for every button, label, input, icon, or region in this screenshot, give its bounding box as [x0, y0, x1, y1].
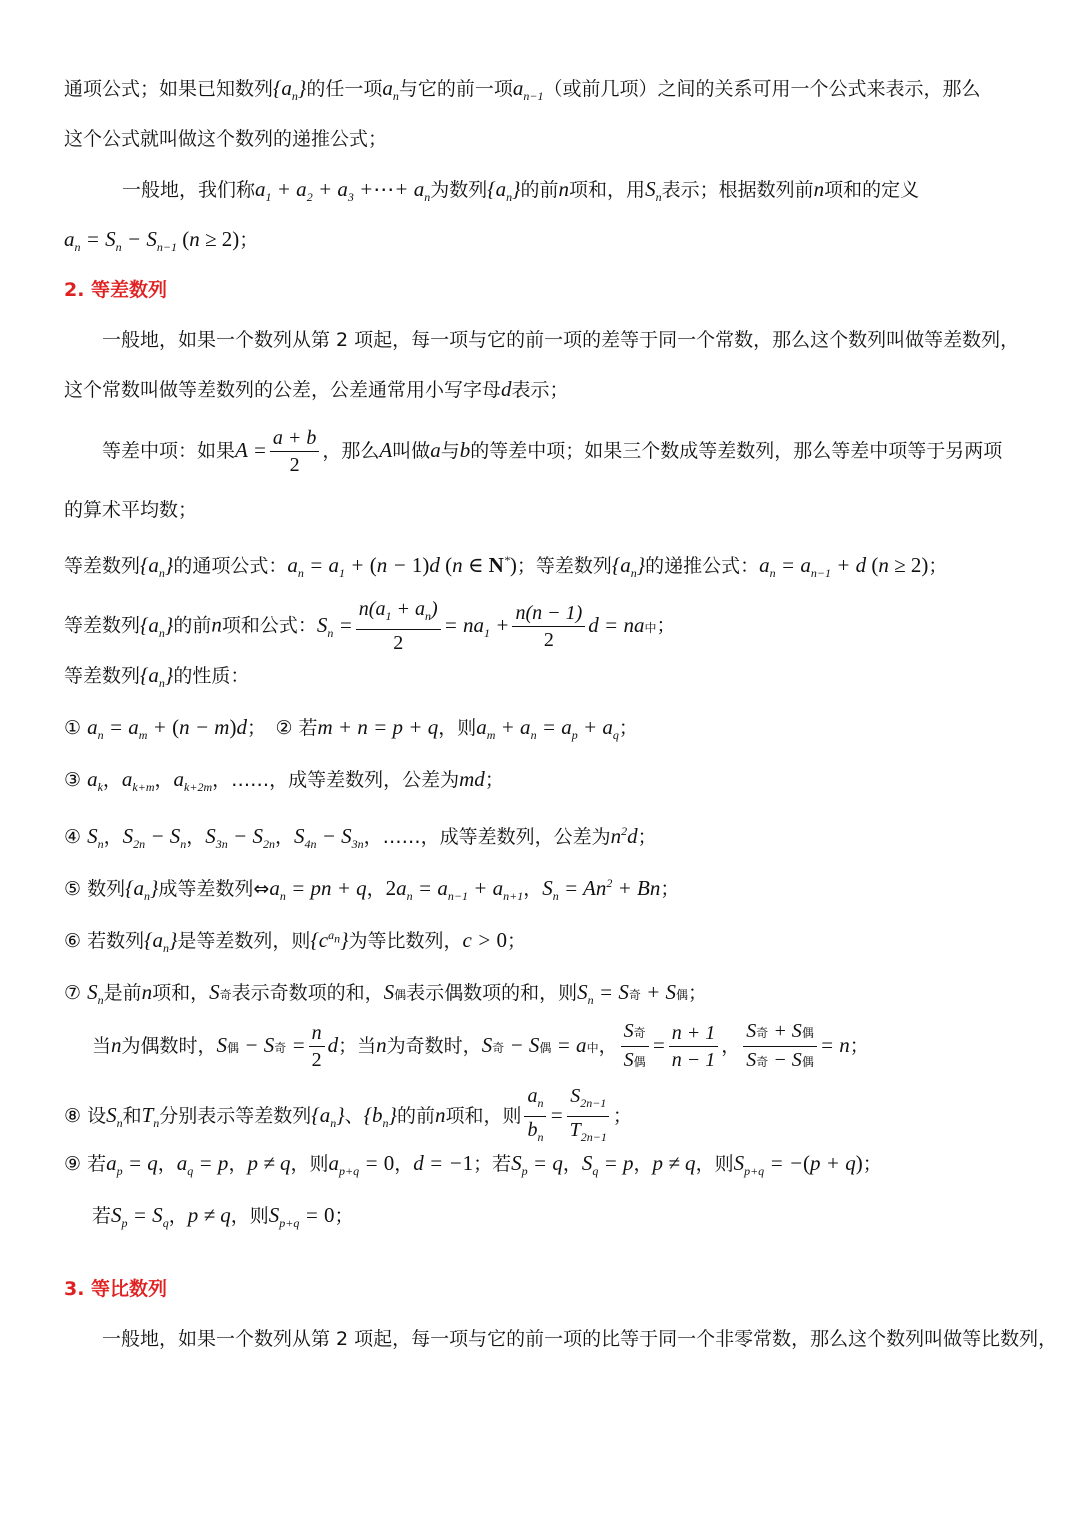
intro-line-3: 一般地，我们称$a_1 + a_2 + a_3$ +⋯+ $a_n$为数列$\{a_n\}$的前n项和，用$S_n$表示；根据数列前n项和的定义	[122, 177, 920, 205]
property-5: ⑤ 数列$\{a_n\}$成等差数列$\Leftrightarrow a_n$ = pn + q，$2a_n = a_{n-1} + a_{n+1}$，$S_n = An^2 + Bn$；	[64, 876, 680, 904]
intro-line-1: 通项公式；如果已知数列$\{a_n\}$的任一项$a_n$与它的前一项$a_{n-1}$（或前几项）之间的关系可用一个公式来表示，那么	[64, 76, 981, 104]
section-3-para-1: 一般地，如果一个数列从第 2 项起，每一项与它的前一项的比等于同一个非零常数，那么这个数列叫做等比数列，	[102, 1328, 1058, 1350]
property-1-2: ① $a_n = a_m + (n - m)d$； ② 若m + n = p + q，则$a_m + a_n = a_p + a_q$；	[64, 715, 638, 743]
section-2-sum-formula: 等差数列$\{a_n\}$的前n项和公式：$S_n$ = $\frac{n(a_1 + a_n)}{2}$ = $na_1$ + $\frac{n(n - 1)}{2}$ d = na中；	[64, 598, 676, 654]
section-2-para-2: 这个常数叫做等差数列的公差，公差通常用小写字母d表示；	[64, 377, 569, 401]
section-3-heading: 3. 等比数列	[64, 1278, 168, 1300]
property-6: ⑥ 若数列$\{a_n\}$是等差数列，则$\{c^{a_n}\}$为等比数列，c > 0；	[64, 928, 527, 956]
section-2-para-3: 等差中项：如果A = $\frac{a + b}{2}$ ，那么A叫做a与b的等差中项；如果三个数成等差数列，那么等差中项等于另两项	[102, 427, 1003, 476]
section-2-general-term: 等差数列$\{a_n\}$的通项公式：$a_n = a_1 + (n - 1)d$ (n ∈ N*)；等差数列$\{a_n\}$的递推公式：$a_n = a_{n-1} + d$ (n ≥ 2)；	[64, 553, 948, 581]
intro-line-4: $a_n = S_n - S_{n-1}$ (n ≥ 2)；	[64, 227, 259, 255]
property-8: ⑧ 设$S_n$和$T_n$分别表示等差数列$\{a_n\}$、$\{b_n\}$的前n项和，则 $\frac{a_n}{b_n}$ = $\frac{S_{2n-1}}{T_{2n-1}}$ ；	[64, 1085, 632, 1144]
section-2-heading: 2. 等差数列	[64, 279, 168, 301]
property-9b: 若$S_p = S_q$，p ≠ q，则$S_{p+q} = 0$；	[92, 1203, 354, 1231]
property-4: ④ $S_n$，$S_{2n} - S_n$，$S_{3n} - S_{2n}$，$S_{4n} - S_{3n}$，……，成等差数列，公差为$n^2d$；	[64, 824, 657, 852]
section-2-properties-title: 等差数列$\{a_n\}$的性质：	[64, 663, 250, 691]
property-7a: ⑦ $S_n$是前n项和，S奇表示奇数项的和，S偶表示偶数项的和，则$S_n = S$奇 + S偶；	[64, 980, 708, 1008]
property-7b: 当n为偶数时，S偶 − S奇 = $\frac{n}{2}$ d；当n为奇数时，S奇 − S偶 = a中， $\frac{\text{S奇}}{\text{S偶}}$ = $\frac{n + 1}{n - 1}$ ， $\frac{\text{S奇 + S偶}}{\text{S奇 − S偶}}$ = n；	[92, 1020, 869, 1071]
intro-line-2: 这个公式就叫做这个数列的递推公式；	[64, 128, 388, 150]
property-9a: ⑨ 若$a_p = q$，$a_q = p$，p ≠ q，则$a_{p+q} = 0$，d = −1；若$S_p = q$，$S_q = p$，p ≠ q，则$S_{p+q} = -(p + q)$；	[64, 1151, 882, 1179]
property-3: ③ $a_k$，$a_{k+m}$，$a_{k+2m}$，……，成等差数列，公差为md；	[64, 767, 504, 795]
section-2-para-1: 一般地，如果一个数列从第 2 项起，每一项与它的前一项的差等于同一个常数，那么这个数列叫做等差数列，	[102, 329, 1020, 351]
section-2-para-4: 的算术平均数；	[64, 499, 198, 521]
